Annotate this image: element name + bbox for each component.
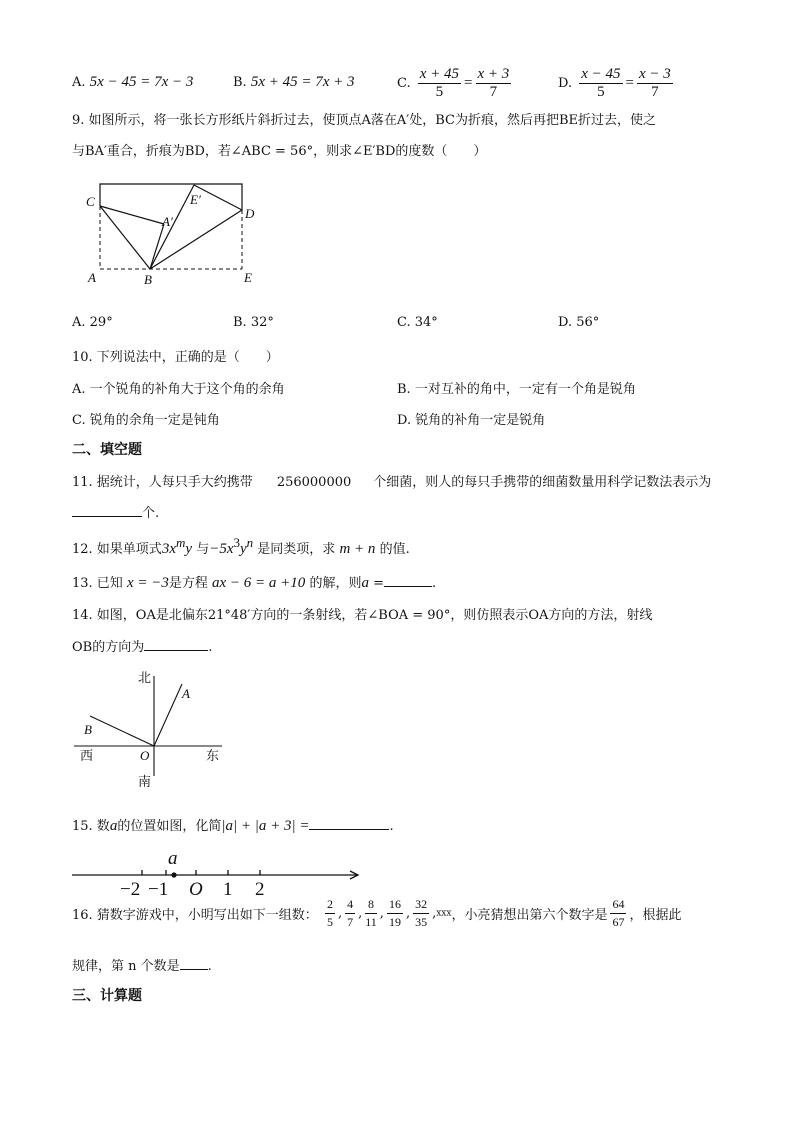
q9-fold-figure: [82, 176, 262, 291]
tick-label: O: [189, 879, 203, 898]
label-south: 南: [138, 775, 152, 790]
q8-option-a: [72, 74, 193, 91]
tick-label: 1: [223, 879, 233, 898]
q11-line2: 个.: [72, 502, 159, 521]
label-a: A: [182, 686, 190, 701]
label-north: 北: [138, 671, 152, 686]
sequence-fraction: $\frac{2}{5}$: [326, 897, 333, 929]
q13-answer-blank[interactable]: [384, 572, 432, 587]
tick-label: 2: [255, 879, 265, 898]
q10-option-c: C. 锐角的余角一定是钝角: [72, 413, 220, 428]
q8-option-c: C. $\frac{x + 45}{5}$ = $\frac{x + 3}{7}$: [397, 66, 510, 100]
q9-stem-line2: 与BA′重合，折痕为BD，若∠ABC = 56°，则求∠E′BD的度数（ ）: [72, 144, 487, 159]
tick-label: −1: [148, 879, 169, 898]
q10-option-d: D. 锐角的补角一定是锐角: [397, 413, 546, 428]
fraction: $\frac{x + 45}{5}$: [419, 66, 460, 100]
label-a-prime: A′: [162, 214, 173, 229]
point-a-label: a: [168, 848, 178, 869]
q8-option-d: D. $\frac{x - 45}{5}$ = $\frac{x - 3}{7}$: [558, 66, 671, 100]
q14-answer-blank[interactable]: [144, 636, 208, 651]
section-heading-calculation: 三、计算题: [72, 988, 142, 1004]
sequence-fraction: $\frac{4}{7}$: [347, 897, 354, 929]
fraction: $\frac{x - 45}{5}$: [581, 66, 621, 100]
q9-option-d: D. 56°: [558, 315, 600, 330]
q11-line1: 11. 据统计，人每只手大约携带 256000000 个细菌，则人的每只手携带的细菌数量用科学记数法表示为: [72, 475, 712, 490]
q15-answer-blank[interactable]: [309, 815, 389, 830]
q14-line2: OB的方向为 .: [72, 636, 212, 655]
sequence-fraction: $\frac{32}{35}$: [415, 897, 428, 929]
label-d: D: [245, 206, 255, 221]
sequence-fraction: $\frac{16}{19}$: [388, 897, 401, 929]
q10-option-b: B. 一对互补的角中，一定有一个角是锐角: [397, 382, 636, 397]
q16-line1: 16. 猜数字游戏中，小明写出如下一组数： $\frac{2}{5}$ , $\frac{4}{7}$ , $\frac{8}{11}$ , $\frac{16}{19}$ , $\frac{32}{35}$ ,xxx，小亮猜想出第六个数字是 $\frac{64}{67}$ ，根据此: [72, 897, 682, 929]
label-e-prime: E′: [190, 192, 201, 207]
sequence-fraction: $\frac{8}{11}$: [365, 897, 377, 929]
label-b: B: [84, 722, 92, 737]
q10-stem: 10. 下列说法中，正确的是（ ）: [72, 350, 279, 365]
label-east: 东: [206, 749, 220, 764]
tick-label: −2: [120, 879, 141, 898]
fraction: $\frac{x - 3}{7}$: [638, 66, 671, 100]
option-label: A.: [72, 75, 86, 90]
point-a-marker: [171, 872, 176, 877]
q11-answer-blank[interactable]: [72, 502, 142, 517]
section-heading-fill-in: 二、填空题: [72, 442, 142, 458]
q14-direction-figure: [72, 666, 232, 794]
q9-option-c: C. 34°: [397, 315, 438, 330]
label-a: A: [88, 270, 96, 285]
sixth-fraction: $\frac{64}{67}$: [612, 897, 625, 929]
q16-answer-blank[interactable]: [180, 955, 208, 970]
label-o: O: [140, 748, 150, 763]
label-c: C: [86, 194, 95, 209]
q10-option-a: A. 一个锐角的补角大于这个角的余角: [72, 382, 285, 397]
option-label: D.: [558, 76, 573, 91]
q16-line2: 规律，第 n 个数是 .: [72, 955, 212, 974]
q15-number-line: [68, 846, 368, 898]
option-expression: 5x + 45 = 7x + 3: [250, 74, 355, 90]
label-b: B: [144, 272, 152, 287]
q8-option-b: [233, 74, 355, 91]
q9-stem-line1: 9. 如图所示，将一张长方形纸片斜折过去，使顶点A落在A′处，BC为折痕，然后再把BE折过去，使之: [72, 113, 657, 128]
option-expression: 5x − 45 = 7x − 3: [89, 74, 194, 90]
fraction: $\frac{x + 3}{7}$: [477, 66, 510, 100]
q9-option-b: B. 32°: [233, 315, 274, 330]
q9-option-a: A. 29°: [72, 315, 113, 330]
option-label: C.: [397, 76, 411, 91]
q13-line: 13. 已知 x = −3是方程 ax − 6 = a +10 的解，则a = .: [72, 572, 436, 592]
option-label: B.: [233, 75, 247, 90]
q12-line: 12. 如果单项式$3x^my$ 与$-5x^3y^n$ 是同类项，求 m + n 的值.: [72, 535, 410, 557]
q8-options: [72, 66, 772, 106]
label-west: 西: [80, 749, 94, 764]
label-e: E: [244, 270, 252, 285]
q14-line1: 14. 如图，OA是北偏东21°48′方向的一条射线，若∠BOA = 90°，则仿照表示OA方向的方法，射线: [72, 608, 653, 623]
q15-line: 15. 数a的位置如图，化简|a| + |a + 3| = .: [72, 815, 394, 835]
